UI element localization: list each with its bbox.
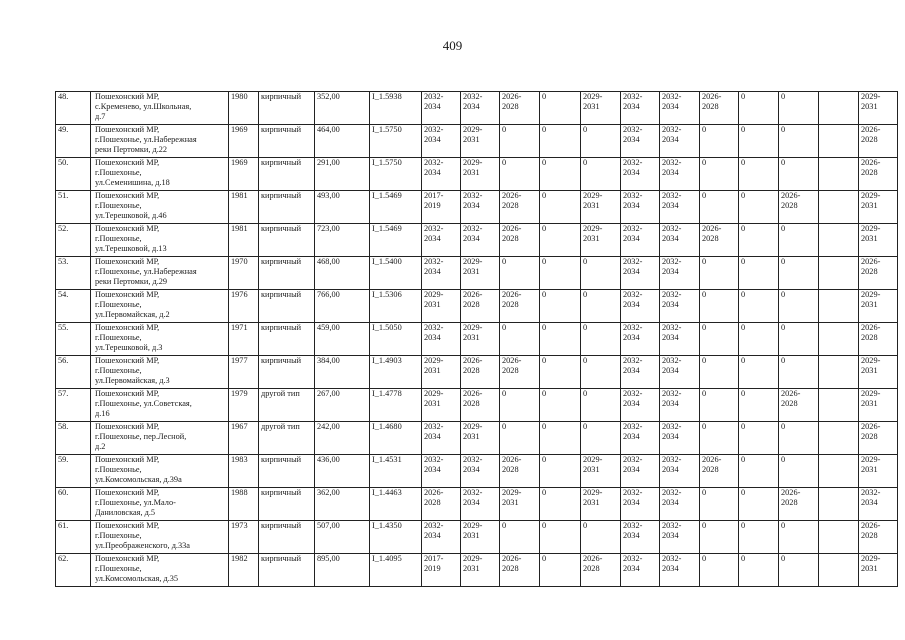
cell-period-col-17 <box>819 356 859 389</box>
cell-period-col-12: 2032- 2034 <box>621 389 660 422</box>
cell-period-col-18: 2029- 2031 <box>859 356 898 389</box>
cell-priority-index: I_1.4903 <box>370 356 422 389</box>
cell-period-col-17 <box>819 290 859 323</box>
cell-row-number: 55. <box>56 323 91 356</box>
cell-period-col-13: 2032- 2034 <box>660 455 700 488</box>
cell-period-col-18: 2029- 2031 <box>859 554 898 587</box>
cell-period-col-8: 2026- 2028 <box>461 290 500 323</box>
cell-row-number: 54. <box>56 290 91 323</box>
cell-period-col-13: 2032- 2034 <box>660 356 700 389</box>
cell-period-col-7: 2029- 2031 <box>422 356 461 389</box>
cell-wall-material: кирпичный <box>259 290 315 323</box>
cell-priority-index: I_1.5750 <box>370 158 422 191</box>
cell-row-number: 57. <box>56 389 91 422</box>
cell-period-col-9: 2026- 2028 <box>500 356 540 389</box>
cell-year-built: 1983 <box>229 455 259 488</box>
cell-period-col-14: 0 <box>700 521 739 554</box>
cell-wall-material: кирпичный <box>259 323 315 356</box>
cell-year-built: 1969 <box>229 158 259 191</box>
cell-period-col-15: 0 <box>739 323 779 356</box>
cell-period-col-9: 0 <box>500 389 540 422</box>
cell-period-col-9: 2026- 2028 <box>500 92 540 125</box>
cell-year-built: 1981 <box>229 224 259 257</box>
cell-period-col-12: 2032- 2034 <box>621 224 660 257</box>
cell-period-col-7: 2032- 2034 <box>422 455 461 488</box>
cell-row-number: 56. <box>56 356 91 389</box>
cell-priority-index: I_1.4463 <box>370 488 422 521</box>
cell-address: Пошехонский МР, г.Пошехонье, ул.Мало- Даниловская, д.5 <box>91 488 229 521</box>
cell-period-col-13: 2032- 2034 <box>660 422 700 455</box>
cell-period-col-9: 0 <box>500 422 540 455</box>
cell-period-col-7: 2032- 2034 <box>422 125 461 158</box>
cell-period-col-10: 0 <box>540 389 581 422</box>
cell-period-col-18: 2026- 2028 <box>859 158 898 191</box>
cell-period-col-10: 0 <box>540 488 581 521</box>
cell-period-col-9: 0 <box>500 125 540 158</box>
cell-period-col-11: 0 <box>581 257 621 290</box>
cell-period-col-10: 0 <box>540 356 581 389</box>
cell-period-col-10: 0 <box>540 125 581 158</box>
cell-period-col-14: 0 <box>700 389 739 422</box>
cell-period-col-10: 0 <box>540 422 581 455</box>
cell-period-col-15: 0 <box>739 521 779 554</box>
cell-period-col-17 <box>819 389 859 422</box>
cell-period-col-12: 2032- 2034 <box>621 125 660 158</box>
cell-period-col-13: 2032- 2034 <box>660 125 700 158</box>
cell-period-col-16: 0 <box>779 92 819 125</box>
cell-area: 468,00 <box>315 257 370 290</box>
table-row <box>56 455 898 488</box>
cell-area: 242,00 <box>315 422 370 455</box>
cell-period-col-18: 2029- 2031 <box>859 224 898 257</box>
cell-period-col-12: 2032- 2034 <box>621 554 660 587</box>
table-body <box>56 92 898 587</box>
cell-address: Пошехонский МР, г.Пошехонье, ул.Набережная реки Пертомки, д.29 <box>91 257 229 290</box>
cell-wall-material: кирпичный <box>259 158 315 191</box>
cell-area: 507,00 <box>315 521 370 554</box>
cell-area: 723,00 <box>315 224 370 257</box>
cell-period-col-13: 2032- 2034 <box>660 521 700 554</box>
cell-period-col-11: 0 <box>581 158 621 191</box>
cell-row-number: 59. <box>56 455 91 488</box>
cell-priority-index: I_1.4531 <box>370 455 422 488</box>
cell-period-col-18: 2026- 2028 <box>859 422 898 455</box>
cell-row-number: 48. <box>56 92 91 125</box>
cell-period-col-15: 0 <box>739 356 779 389</box>
cell-period-col-7: 2032- 2034 <box>422 323 461 356</box>
cell-wall-material: другой тип <box>259 389 315 422</box>
cell-area: 352,00 <box>315 92 370 125</box>
cell-period-col-8: 2029- 2031 <box>461 422 500 455</box>
cell-priority-index: I_1.4680 <box>370 422 422 455</box>
cell-period-col-14: 0 <box>700 125 739 158</box>
cell-address: Пошехонский МР, с.Кременево, ул.Школьная, д.7 <box>91 92 229 125</box>
cell-year-built: 1967 <box>229 422 259 455</box>
cell-area: 384,00 <box>315 356 370 389</box>
cell-address: Пошехонский МР, г.Пошехонье, ул.Терешковой, д.3 <box>91 323 229 356</box>
cell-period-col-16: 0 <box>779 158 819 191</box>
cell-period-col-15: 0 <box>739 224 779 257</box>
cell-period-col-8: 2032- 2034 <box>461 224 500 257</box>
cell-period-col-16: 0 <box>779 125 819 158</box>
cell-address: Пошехонский МР, г.Пошехонье, ул.Первомайская, д.2 <box>91 290 229 323</box>
cell-period-col-8: 2029- 2031 <box>461 158 500 191</box>
table-row <box>56 191 898 224</box>
cell-year-built: 1980 <box>229 92 259 125</box>
cell-period-col-11: 0 <box>581 323 621 356</box>
cell-period-col-12: 2032- 2034 <box>621 191 660 224</box>
cell-period-col-10: 0 <box>540 224 581 257</box>
cell-period-col-15: 0 <box>739 488 779 521</box>
cell-address: Пошехонский МР, г.Пошехонье, ул.Преображенского, д.33а <box>91 521 229 554</box>
cell-period-col-15: 0 <box>739 158 779 191</box>
cell-period-col-16: 0 <box>779 455 819 488</box>
cell-address: Пошехонский МР, г.Пошехонье, ул.Комсомольская, д.39а <box>91 455 229 488</box>
table-row <box>56 290 898 323</box>
page-number: 409 <box>442 38 463 53</box>
table-row <box>56 323 898 356</box>
cell-area: 895,00 <box>315 554 370 587</box>
table-row <box>56 356 898 389</box>
cell-period-col-12: 2032- 2034 <box>621 356 660 389</box>
cell-period-col-10: 0 <box>540 158 581 191</box>
cell-period-col-12: 2032- 2034 <box>621 521 660 554</box>
cell-period-col-11: 0 <box>581 389 621 422</box>
cell-period-col-17 <box>819 422 859 455</box>
cell-period-col-17 <box>819 455 859 488</box>
cell-period-col-16: 2026- 2028 <box>779 389 819 422</box>
cell-period-col-14: 0 <box>700 257 739 290</box>
cell-period-col-11: 0 <box>581 521 621 554</box>
cell-period-col-7: 2032- 2034 <box>422 92 461 125</box>
cell-wall-material: другой тип <box>259 422 315 455</box>
cell-period-col-14: 0 <box>700 191 739 224</box>
cell-period-col-14: 2026- 2028 <box>700 455 739 488</box>
cell-row-number: 62. <box>56 554 91 587</box>
cell-period-col-15: 0 <box>739 455 779 488</box>
cell-period-col-15: 0 <box>739 125 779 158</box>
cell-priority-index: I_1.5750 <box>370 125 422 158</box>
cell-period-col-7: 2029- 2031 <box>422 389 461 422</box>
cell-period-col-18: 2026- 2028 <box>859 521 898 554</box>
cell-period-col-15: 0 <box>739 92 779 125</box>
cell-address: Пошехонский МР, г.Пошехонье, ул.Комсомольская, д.35 <box>91 554 229 587</box>
cell-period-col-12: 2032- 2034 <box>621 488 660 521</box>
cell-address: Пошехонский МР, г.Пошехонье, пер.Лесной, д.2 <box>91 422 229 455</box>
cell-period-col-16: 0 <box>779 323 819 356</box>
cell-period-col-9: 2026- 2028 <box>500 224 540 257</box>
cell-period-col-8: 2032- 2034 <box>461 488 500 521</box>
cell-period-col-7: 2017- 2019 <box>422 191 461 224</box>
cell-wall-material: кирпичный <box>259 521 315 554</box>
cell-period-col-8: 2032- 2034 <box>461 455 500 488</box>
cell-period-col-12: 2032- 2034 <box>621 92 660 125</box>
cell-period-col-16: 2026- 2028 <box>779 191 819 224</box>
cell-period-col-14: 0 <box>700 488 739 521</box>
cell-period-col-16: 0 <box>779 356 819 389</box>
cell-period-col-16: 0 <box>779 224 819 257</box>
cell-period-col-9: 2026- 2028 <box>500 290 540 323</box>
cell-address: Пошехонский МР, г.Пошехонье, ул.Терешковой, д.13 <box>91 224 229 257</box>
cell-period-col-7: 2032- 2034 <box>422 224 461 257</box>
cell-year-built: 1973 <box>229 521 259 554</box>
cell-area: 766,00 <box>315 290 370 323</box>
cell-period-col-12: 2032- 2034 <box>621 323 660 356</box>
cell-period-col-12: 2032- 2034 <box>621 257 660 290</box>
cell-address: Пошехонский МР, г.Пошехонье, ул.Семенишина, д.18 <box>91 158 229 191</box>
cell-row-number: 52. <box>56 224 91 257</box>
cell-period-col-17 <box>819 488 859 521</box>
cell-period-col-18: 2029- 2031 <box>859 389 898 422</box>
cell-period-col-14: 0 <box>700 323 739 356</box>
cell-row-number: 58. <box>56 422 91 455</box>
table-row <box>56 488 898 521</box>
cell-year-built: 1971 <box>229 323 259 356</box>
cell-period-col-12: 2032- 2034 <box>621 158 660 191</box>
cell-period-col-14: 0 <box>700 158 739 191</box>
cell-period-col-13: 2032- 2034 <box>660 257 700 290</box>
cell-period-col-17 <box>819 191 859 224</box>
table-row <box>56 257 898 290</box>
cell-period-col-17 <box>819 323 859 356</box>
cell-period-col-13: 2032- 2034 <box>660 158 700 191</box>
cell-period-col-12: 2032- 2034 <box>621 422 660 455</box>
table-row <box>56 224 898 257</box>
cell-priority-index: I_1.5469 <box>370 191 422 224</box>
cell-period-col-10: 0 <box>540 290 581 323</box>
table-row <box>56 389 898 422</box>
cell-wall-material: кирпичный <box>259 257 315 290</box>
cell-wall-material: кирпичный <box>259 554 315 587</box>
cell-period-col-11: 2029- 2031 <box>581 455 621 488</box>
cell-period-col-7: 2032- 2034 <box>422 257 461 290</box>
cell-row-number: 50. <box>56 158 91 191</box>
cell-period-col-10: 0 <box>540 521 581 554</box>
cell-period-col-17 <box>819 125 859 158</box>
cell-period-col-7: 2032- 2034 <box>422 521 461 554</box>
cell-period-col-10: 0 <box>540 257 581 290</box>
cell-year-built: 1981 <box>229 191 259 224</box>
cell-period-col-7: 2032- 2034 <box>422 422 461 455</box>
cell-period-col-18: 2029- 2031 <box>859 290 898 323</box>
cell-priority-index: I_1.5469 <box>370 224 422 257</box>
cell-priority-index: I_1.4778 <box>370 389 422 422</box>
cell-priority-index: I_1.5400 <box>370 257 422 290</box>
cell-wall-material: кирпичный <box>259 125 315 158</box>
table-row <box>56 422 898 455</box>
cell-period-col-14: 0 <box>700 422 739 455</box>
cell-period-col-11: 2029- 2031 <box>581 191 621 224</box>
cell-year-built: 1988 <box>229 488 259 521</box>
cell-period-col-8: 2026- 2028 <box>461 356 500 389</box>
cell-period-col-18: 2032- 2034 <box>859 488 898 521</box>
cell-area: 436,00 <box>315 455 370 488</box>
housing-repair-schedule-table <box>55 91 898 587</box>
cell-area: 362,00 <box>315 488 370 521</box>
cell-period-col-8: 2029- 2031 <box>461 323 500 356</box>
cell-row-number: 51. <box>56 191 91 224</box>
cell-wall-material: кирпичный <box>259 224 315 257</box>
cell-period-col-18: 2029- 2031 <box>859 92 898 125</box>
cell-wall-material: кирпичный <box>259 356 315 389</box>
table-row <box>56 125 898 158</box>
cell-period-col-8: 2026- 2028 <box>461 389 500 422</box>
cell-period-col-15: 0 <box>739 389 779 422</box>
cell-period-col-15: 0 <box>739 290 779 323</box>
cell-period-col-11: 2029- 2031 <box>581 224 621 257</box>
cell-period-col-13: 2032- 2034 <box>660 191 700 224</box>
table-row <box>56 92 898 125</box>
cell-period-col-17 <box>819 554 859 587</box>
cell-period-col-13: 2032- 2034 <box>660 92 700 125</box>
cell-period-col-9: 2026- 2028 <box>500 554 540 587</box>
cell-priority-index: I_1.5050 <box>370 323 422 356</box>
cell-period-col-13: 2032- 2034 <box>660 488 700 521</box>
cell-wall-material: кирпичный <box>259 92 315 125</box>
cell-period-col-16: 0 <box>779 290 819 323</box>
cell-period-col-13: 2032- 2034 <box>660 323 700 356</box>
cell-period-col-7: 2032- 2034 <box>422 158 461 191</box>
table-row <box>56 554 898 587</box>
cell-period-col-14: 0 <box>700 290 739 323</box>
cell-wall-material: кирпичный <box>259 191 315 224</box>
cell-period-col-8: 2029- 2031 <box>461 125 500 158</box>
cell-priority-index: I_1.5938 <box>370 92 422 125</box>
cell-period-col-7: 2017- 2019 <box>422 554 461 587</box>
cell-area: 459,00 <box>315 323 370 356</box>
cell-period-col-8: 2029- 2031 <box>461 521 500 554</box>
cell-priority-index: I_1.4350 <box>370 521 422 554</box>
cell-period-col-11: 2029- 2031 <box>581 92 621 125</box>
cell-period-col-18: 2029- 2031 <box>859 191 898 224</box>
cell-period-col-8: 2029- 2031 <box>461 554 500 587</box>
cell-period-col-15: 0 <box>739 191 779 224</box>
cell-period-col-9: 2026- 2028 <box>500 191 540 224</box>
cell-wall-material: кирпичный <box>259 488 315 521</box>
cell-period-col-17 <box>819 224 859 257</box>
cell-year-built: 1970 <box>229 257 259 290</box>
cell-period-col-18: 2029- 2031 <box>859 455 898 488</box>
cell-row-number: 53. <box>56 257 91 290</box>
cell-period-col-16: 0 <box>779 257 819 290</box>
cell-period-col-17 <box>819 158 859 191</box>
cell-period-col-14: 2026- 2028 <box>700 92 739 125</box>
cell-period-col-7: 2026- 2028 <box>422 488 461 521</box>
cell-period-col-18: 2026- 2028 <box>859 125 898 158</box>
cell-period-col-15: 0 <box>739 257 779 290</box>
cell-address: Пошехонский МР, г.Пошехонье, ул.Терешковой, д.46 <box>91 191 229 224</box>
cell-period-col-8: 2029- 2031 <box>461 257 500 290</box>
cell-period-col-8: 2032- 2034 <box>461 92 500 125</box>
cell-priority-index: I_1.4095 <box>370 554 422 587</box>
cell-period-col-17 <box>819 521 859 554</box>
cell-period-col-13: 2032- 2034 <box>660 389 700 422</box>
cell-period-col-10: 0 <box>540 455 581 488</box>
cell-period-col-15: 0 <box>739 554 779 587</box>
cell-period-col-17 <box>819 92 859 125</box>
cell-period-col-14: 2026- 2028 <box>700 224 739 257</box>
cell-period-col-10: 0 <box>540 554 581 587</box>
table-row <box>56 521 898 554</box>
cell-address: Пошехонский МР, г.Пошехонье, ул.Первомайская, д.3 <box>91 356 229 389</box>
cell-area: 291,00 <box>315 158 370 191</box>
cell-period-col-11: 2026- 2028 <box>581 554 621 587</box>
cell-period-col-9: 0 <box>500 323 540 356</box>
cell-period-col-9: 0 <box>500 158 540 191</box>
cell-address: Пошехонский МР, г.Пошехонье, ул.Советская, д.16 <box>91 389 229 422</box>
cell-row-number: 61. <box>56 521 91 554</box>
cell-period-col-7: 2029- 2031 <box>422 290 461 323</box>
cell-period-col-16: 2026- 2028 <box>779 488 819 521</box>
cell-period-col-17 <box>819 257 859 290</box>
cell-period-col-10: 0 <box>540 323 581 356</box>
cell-period-col-15: 0 <box>739 422 779 455</box>
cell-year-built: 1976 <box>229 290 259 323</box>
cell-period-col-11: 0 <box>581 356 621 389</box>
cell-period-col-18: 2026- 2028 <box>859 257 898 290</box>
cell-period-col-9: 2029- 2031 <box>500 488 540 521</box>
cell-period-col-12: 2032- 2034 <box>621 290 660 323</box>
cell-period-col-9: 0 <box>500 521 540 554</box>
cell-period-col-14: 0 <box>700 356 739 389</box>
cell-period-col-10: 0 <box>540 92 581 125</box>
cell-period-col-13: 2032- 2034 <box>660 554 700 587</box>
cell-period-col-8: 2032- 2034 <box>461 191 500 224</box>
cell-priority-index: I_1.5306 <box>370 290 422 323</box>
cell-year-built: 1969 <box>229 125 259 158</box>
cell-wall-material: кирпичный <box>259 455 315 488</box>
cell-period-col-11: 0 <box>581 125 621 158</box>
cell-period-col-11: 0 <box>581 422 621 455</box>
cell-period-col-16: 0 <box>779 554 819 587</box>
cell-year-built: 1977 <box>229 356 259 389</box>
cell-period-col-13: 2032- 2034 <box>660 224 700 257</box>
cell-area: 493,00 <box>315 191 370 224</box>
cell-period-col-18: 2026- 2028 <box>859 323 898 356</box>
cell-address: Пошехонский МР, г.Пошехонье, ул.Набережная реки Пертомки, д.22 <box>91 125 229 158</box>
table-row <box>56 158 898 191</box>
cell-period-col-9: 0 <box>500 257 540 290</box>
cell-area: 267,00 <box>315 389 370 422</box>
cell-period-col-12: 2032- 2034 <box>621 455 660 488</box>
cell-period-col-13: 2032- 2034 <box>660 290 700 323</box>
cell-area: 464,00 <box>315 125 370 158</box>
cell-period-col-11: 2029- 2031 <box>581 488 621 521</box>
cell-period-col-16: 0 <box>779 521 819 554</box>
cell-row-number: 60. <box>56 488 91 521</box>
cell-period-col-14: 0 <box>700 554 739 587</box>
cell-year-built: 1979 <box>229 389 259 422</box>
cell-period-col-11: 0 <box>581 290 621 323</box>
cell-period-col-10: 0 <box>540 191 581 224</box>
cell-period-col-9: 2026- 2028 <box>500 455 540 488</box>
cell-year-built: 1982 <box>229 554 259 587</box>
cell-period-col-16: 0 <box>779 422 819 455</box>
cell-row-number: 49. <box>56 125 91 158</box>
